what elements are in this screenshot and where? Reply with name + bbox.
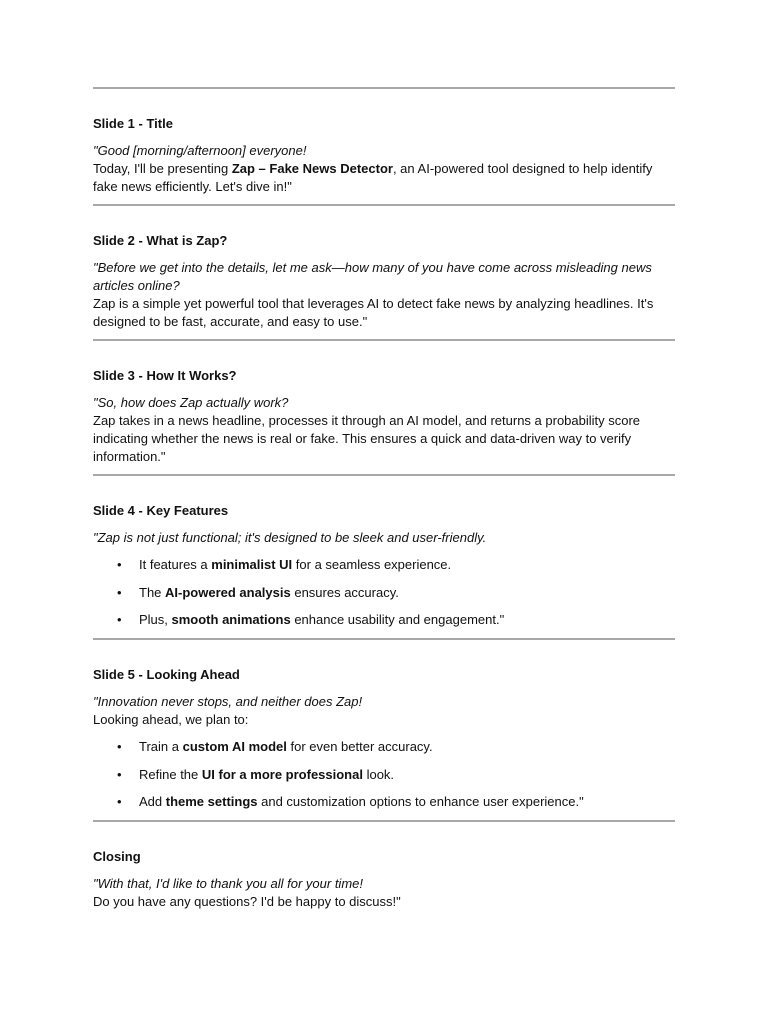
bullet-icon: •: [117, 739, 122, 754]
slide-5-plan-list: [93, 738, 675, 811]
list-item-text: enhance usability and engagement.": [290, 612, 505, 627]
bullet-icon: •: [117, 584, 122, 600]
list-item-text: Train a: [139, 739, 183, 754]
slide-5-quote: "Innovation never stops, and neither does Zap!: [93, 694, 363, 709]
closing-body: Do you have any questions? I'd be happy to discuss!": [93, 894, 401, 909]
list-item-text: and customization options to enhance user experience.": [257, 794, 584, 809]
slide-3-heading: Slide 3 - How It Works?: [93, 368, 237, 383]
slide-4-quote: "Zap is not just functional; it's designed to be sleek and user-friendly.: [93, 530, 487, 545]
slide-3-quote: "So, how does Zap actually work?: [93, 395, 289, 410]
slide-3-body: Zap takes in a news headline, processes it through an AI model, and returns a probability score indicating whether the news is real or fake. This ensures a quick and data-driven way to verify information.": [93, 413, 641, 464]
list-item: [93, 611, 675, 629]
list-item-text: Add: [139, 794, 166, 809]
slide-1-body: [93, 160, 675, 196]
list-item-emphasis: smooth animations: [171, 612, 291, 627]
section-divider: [93, 87, 675, 89]
list-item-text: Plus,: [139, 612, 172, 627]
list-item-text: The: [139, 584, 166, 600]
section-divider: [93, 339, 675, 341]
section-divider: [93, 204, 675, 206]
list-item-text: for a seamless experience.: [292, 557, 452, 572]
bullet-icon: •: [117, 794, 122, 809]
closing-heading: Closing: [93, 849, 141, 864]
section-divider: [93, 638, 675, 640]
section-divider: [93, 474, 675, 476]
closing-section: [93, 848, 675, 911]
slide-2-body: Zap is a simple yet powerful tool that leverages AI to detect fake news by analyzing headlines. It's designed to be fast, accurate, and easy to use.": [93, 296, 654, 329]
list-item-emphasis: AI-powered analysis: [165, 584, 291, 600]
list-item-text: look.: [362, 766, 395, 782]
list-item: [93, 584, 675, 602]
list-item: [93, 738, 675, 756]
slide-5-heading: Slide 5 - Looking Ahead: [93, 667, 240, 682]
slide-1-section: [93, 115, 675, 196]
section-divider: [93, 820, 675, 822]
list-item-emphasis: theme settings: [165, 794, 258, 809]
list-item-text: for even better accuracy.: [286, 739, 433, 754]
list-item: [93, 793, 675, 811]
slide-1-product-name: Zap – Fake News Detector: [231, 161, 393, 176]
list-item-emphasis: custom AI model: [182, 739, 287, 754]
list-item-emphasis: minimalist UI: [211, 557, 293, 572]
slide-4-feature-list: [93, 556, 675, 629]
slide-2-heading: Slide 2 - What is Zap?: [93, 233, 228, 248]
slide-1-heading: Slide 1 - Title: [93, 116, 173, 131]
slide-4-section: [93, 502, 675, 639]
slide-4-heading: Slide 4 - Key Features: [93, 503, 229, 518]
bullet-icon: •: [117, 766, 122, 782]
slide-2-quote: "Before we get into the details, let me ask—how many of you have come across misleading news articles online?: [93, 260, 652, 293]
list-item-text: Refine the: [139, 766, 202, 782]
bullet-icon: •: [117, 612, 122, 627]
slide-1-body-text: , an AI-powered tool designed to help identify fake news efficiently. Let's dive in!": [93, 161, 653, 194]
slide-3-section: [93, 367, 675, 466]
slide-1-body-text: Today, I'll be presenting: [93, 161, 232, 176]
slide-5-section: [93, 666, 675, 821]
slide-5-body: Looking ahead, we plan to:: [93, 712, 249, 727]
slide-1-quote: "Good [morning/afternoon] everyone!: [93, 143, 307, 158]
bullet-icon: •: [117, 557, 122, 572]
list-item-text: It features a: [139, 557, 212, 572]
slide-2-section: [93, 232, 675, 331]
list-item-emphasis: UI for a more professional: [201, 766, 363, 782]
list-item: [93, 556, 675, 574]
list-item: [93, 766, 675, 784]
list-item-text: ensures accuracy.: [290, 584, 399, 600]
closing-quote: "With that, I'd like to thank you all for your time!: [93, 876, 363, 891]
